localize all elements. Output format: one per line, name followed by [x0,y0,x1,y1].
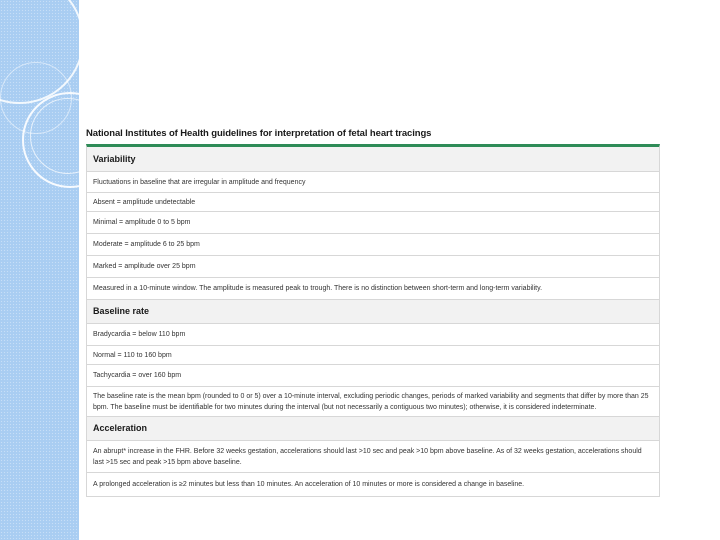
section-heading-text: Variability [93,153,136,164]
table-row [87,234,659,256]
table-row [87,172,659,193]
table-row [87,346,659,365]
row-text: Absent = amplitude undetectable [93,198,196,206]
table-row [87,324,659,346]
section-heading-text: Baseline rate [93,306,150,316]
row-text: Moderate = amplitude 6 to 25 bpm [93,241,200,248]
section-heading-acceleration [87,417,659,441]
guidelines-document [86,126,660,497]
row-text: Measured in a 10-minute window. The amplitude is measured peak to trough. There is no distinction between short-term and long-term variability. [93,285,543,292]
table-row [87,473,659,497]
table-row [87,193,659,212]
section-heading-text: Acceleration [93,423,148,433]
table-row [87,365,659,387]
table-row [87,278,659,300]
row-text: Tachycardia = over 160 bpm [93,372,182,379]
row-text: Marked = amplitude over 25 bpm [93,263,196,270]
row-text: The baseline rate is the mean bpm (rounded to 0 or 5) over a 10-minute interval, excluding periodic changes, periods of marked variability and segments that differ by more than 25 bpm. The baseline must be identifiable for two minutes during the interval (but not necessarily a contiguous two minutes); otherwise, it is considered indeterminate. [93,392,649,411]
section-heading-baseline-rate [87,300,659,324]
row-text: An abrupt* increase in the FHR. Before 32 weeks gestation, accelerations should last >10 sec and peak >10 bpm above baseline. As of 32 weeks gestation, accelerations should last >15 sec and peak >15 bpm above baseline. [93,447,642,466]
document-title: National Institutes of Health guidelines for interpretation of fetal heart tracings [86,128,432,139]
decorative-sidebar [0,0,79,540]
row-text: A prolonged acceleration is ≥2 minutes but less than 10 minutes. An acceleration of 10 minutes or more is considered a change in baseline. [93,481,525,488]
table-row [87,256,659,278]
row-text: Bradycardia = below 110 bpm [93,331,186,338]
table-row [87,212,659,234]
table-row [87,441,659,473]
row-text: Fluctuations in baseline that are irregular in amplitude and frequency [93,178,306,186]
section-heading-variability [87,147,659,172]
row-text: Normal = 110 to 160 bpm [93,351,172,359]
table-row [87,387,659,417]
row-text: Minimal = amplitude 0 to 5 bpm [93,219,191,226]
guidelines-table [86,144,660,497]
